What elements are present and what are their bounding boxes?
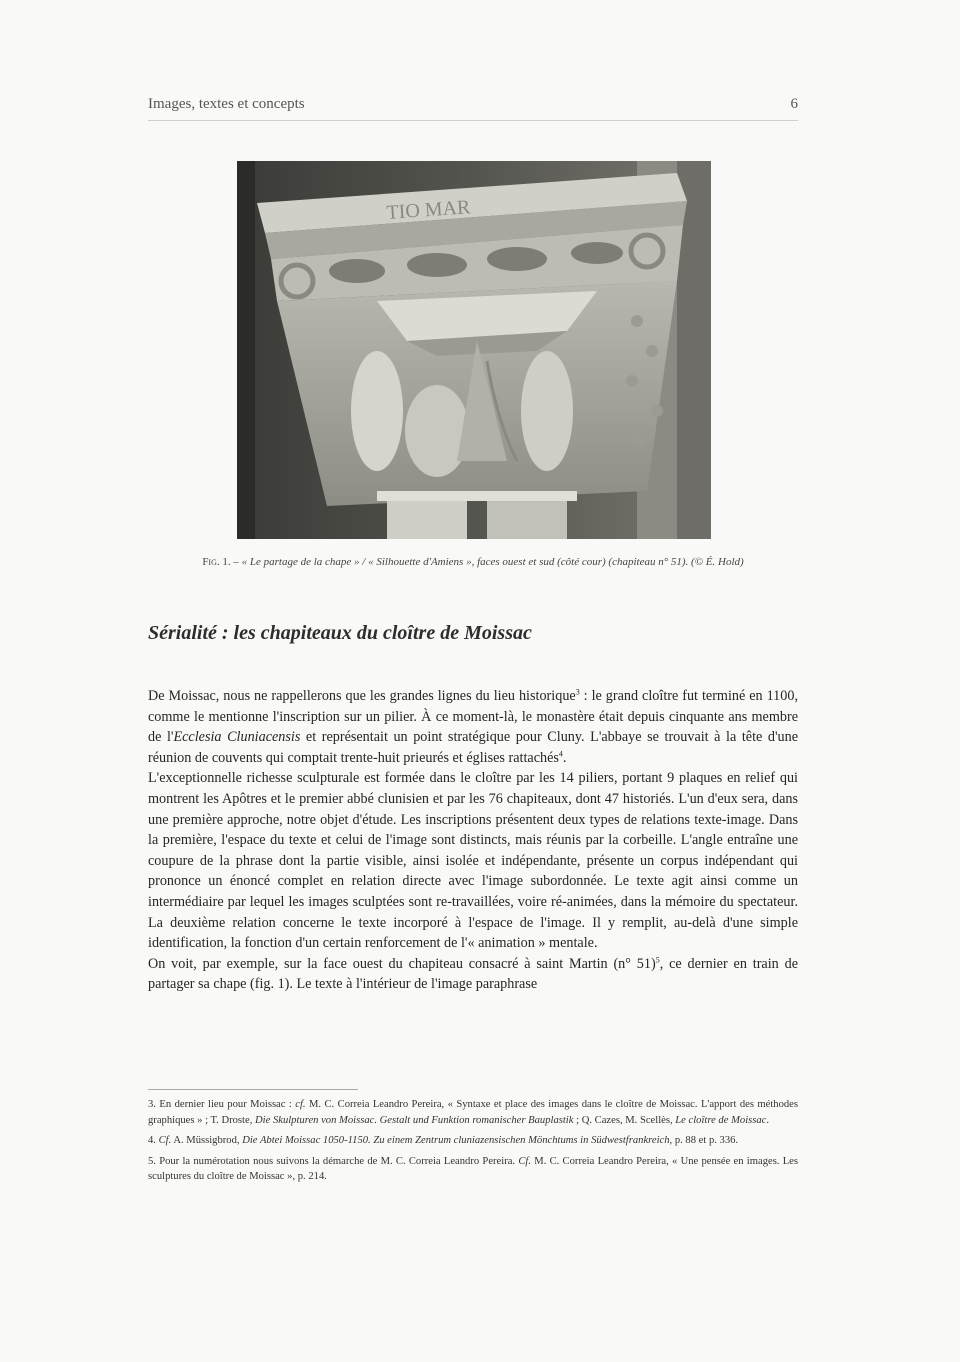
figure-caption-text: « Le partage de la chape » / « Silhouette d'Amiens », faces ouest et sud (côté cour) (chapiteau n° 51). (© É. Hold) (241, 556, 744, 568)
running-head (148, 96, 798, 121)
paragraph-1-emphasis: Ecclesia Cluniacensis (173, 729, 301, 746)
footnote-4-text-a: 4. (148, 1135, 159, 1147)
running-head-title: Images, textes et concepts (148, 96, 305, 112)
footnote-3-title-1: Die Skulpturen von Moissac. Gestalt und Funktion romanischer Bauplastik (255, 1114, 574, 1126)
footnote-5-text-b: M. C. Correia Leandro Pereira, « Une pensée en images. Les sculptures du cloître de Moissac », p. 214. (148, 1155, 799, 1183)
footnote-3-title-2: Le cloître de Moissac (675, 1114, 767, 1126)
paragraph-1-text-a: De Moissac, nous ne rappellerons que les grandes lignes du lieu historique (148, 688, 576, 704)
paragraph-1-text-d: . (562, 749, 567, 766)
paragraph-3-text-b: , ce dernier en train de partager sa chape (fig. 1). Le texte à l'intérieur de l'image paraphrase (148, 955, 798, 993)
capital-photo-illustration (237, 161, 711, 539)
section-heading: Sérialité : les chapiteaux du cloître de Moissac (148, 622, 532, 644)
paragraph-1 (148, 686, 798, 768)
footnote-5-cf: Cf. (518, 1155, 532, 1167)
paragraph-2: L'exceptionnelle richesse sculpturale est formée dans le cloître par les 14 piliers, portant 9 plaques en relief qui montrent les Apôtres et le premier abbé clunisien et par les 76 chapiteaux, dont 47 historiés. L'un d'eux sera, dans une première approche, notre objet d'étude. Les inscriptions présentent deux types de relations texte-image. Dans la première, l'espace du texte et celui de l'image sont distincts, mais réunis par la corbeille. L'angle entraîne une coupure de la phrase dont la partie visible, ainsi isolée et indépendante, présente un corpus indépendant qui prononce un énoncé complet en relation directe avec l'image subordonnée. Le texte agit ainsi comme un intermédiaire par lequel les images sculptées sont re-travaillées, voire ré-animées, dans la mémoire du spectateur. La deuxième relation concerne le texte incorporé à l'espace de l'image. Il y remplit, au-delà d'une simple identification, la fonction d'un certain renforcement de l'« animation » mentale. (148, 770, 798, 952)
footnote-5 (148, 1154, 798, 1185)
footnote-4-text-c: , p. 88 et p. 336. (669, 1135, 739, 1147)
figure-caption (148, 556, 798, 568)
figure-capital-photo (237, 161, 711, 539)
footnote-4-title: Die Abtei Moissac 1050-1150. Zu einem Zentrum cluniazensischen Mönchtums in Südwestfrankreich (242, 1135, 670, 1147)
footnote-ref-5[interactable]: 5 (655, 954, 660, 964)
footnote-4 (148, 1133, 798, 1149)
footnote-5-text-a: 5. Pour la numérotation nous suivons la démarche de M. C. Correia Leandro Pereira. (148, 1155, 519, 1167)
footnote-3-text-d: . (766, 1114, 770, 1126)
figure-caption-label: Fig. 1. – (202, 556, 239, 568)
footnote-divider (148, 1089, 358, 1090)
footnote-ref-4[interactable]: 4 (558, 749, 563, 759)
body-text (148, 686, 798, 995)
footnote-ref-3[interactable]: 3 (575, 687, 580, 697)
svg-text:TIO MAR: TIO MAR (385, 196, 472, 224)
page-number: 6 (790, 96, 798, 112)
footnote-3-text-a: 3. En dernier lieu pour Moissac : (148, 1099, 296, 1110)
paragraph-1-text-b: : le grand cloître fut terminé en 1100, comme le mentionne l'inscription sur un pilier. À ce moment-là, le monastère était depuis cinquante ans membre de l' (148, 688, 798, 746)
footnote-4-cf: Cf. (158, 1135, 172, 1147)
footnote-3-cf: cf. (295, 1099, 306, 1110)
footnote-3 (148, 1097, 798, 1128)
footnote-3-text-c: ; Q. Cazes, M. Scellès, (573, 1114, 676, 1126)
paragraph-1-text-c: et représentait un point stratégique pour Cluny. L'abbaye se trouvait à la tête d'une réunion de couvents qui comptait trente-huit prieurés et églises rattachés (148, 729, 799, 766)
footnote-3-text-b: M. C. Correia Leandro Pereira, « Syntaxe et place des images dans le cloître de Moissac. L'apport des méthodes graphiques » ; T. Droste, (148, 1099, 798, 1126)
paragraph-3 (148, 954, 798, 995)
paragraph-3-text-a: On voit, par exemple, sur la face ouest du chapiteau consacré à saint Martin (n° 51) (148, 955, 656, 972)
footnotes (148, 1097, 798, 1190)
footnote-4-text-b: A. Müssigbrod, (171, 1135, 243, 1147)
